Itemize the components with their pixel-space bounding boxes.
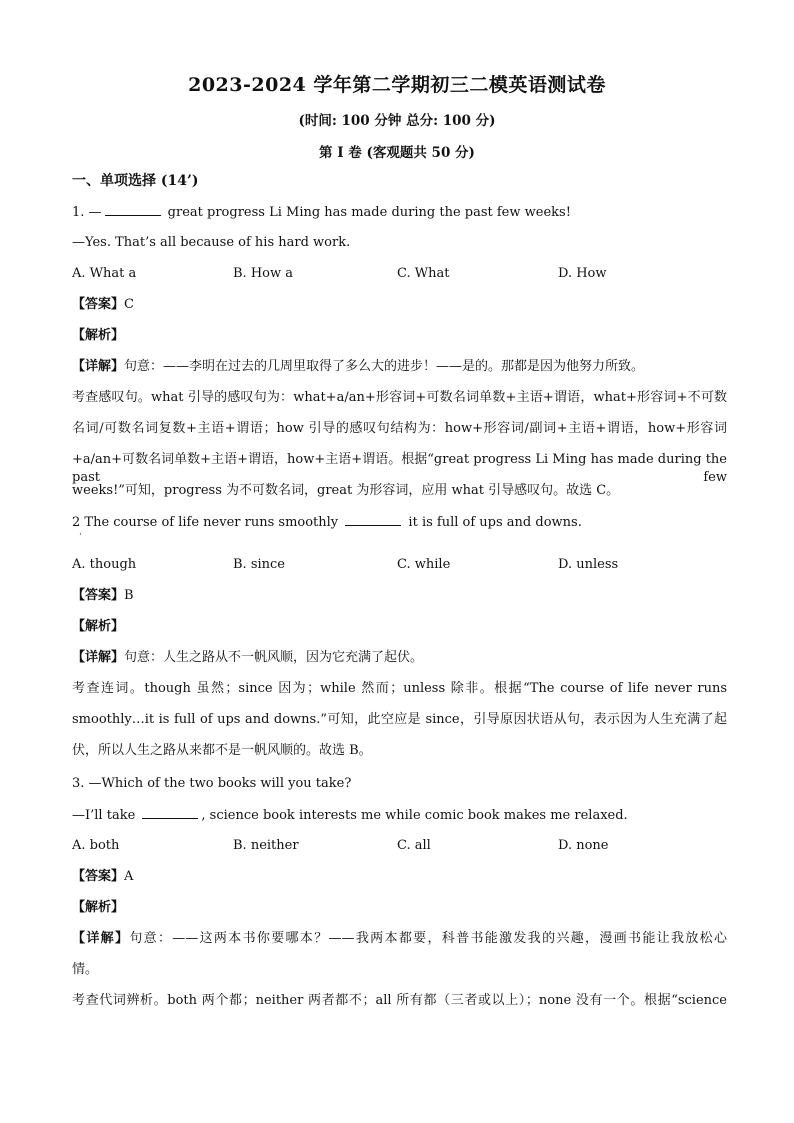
detail-label: 【详解】 [72,650,125,665]
q1-stem-pre: 1. — [72,205,102,220]
q3-answer [72,868,727,886]
q1-option-a: A. What a [72,266,137,281]
q1-option-b: B. How a [233,266,293,281]
q2-detail-text: 句意：人生之路从不一帆风顺，因为它充满了起伏。 [124,650,424,665]
q3-blank [142,806,198,819]
q2-answer [72,587,727,605]
q2-explain-2: smoothly…it is full of ups and downs.”可知，此空应是 since，引导原因状语从句，表示因为人生充满了起 [72,712,727,727]
q2-stem-pre: 2 The course of life never runs smoothly [72,515,343,530]
detail-label: 【详解】 [72,359,125,374]
analysis-label: 【解析】 [72,900,125,915]
q2-explain-3: 伏，所以人生之路从来都不是一帆风顺的。故选 B。 [72,743,372,758]
q2-option-c: C. while [397,557,451,572]
q3-analysis-label [72,899,727,917]
q1-reply: —Yes. That’s all because of his hard work. [72,235,351,250]
q2-detail [72,649,727,667]
q1-explain-3: +a/an+可数名词单数+主语+谓语，how+主语+谓语。根据“great progress Li Ming has made during the past few [72,452,727,485]
q1-detail-text: 句意：——李明在过去的几周里取得了多么大的进步！——是的。那都是因为他努力所致。 [124,359,645,374]
exam-title: 2023-2024 学年第二学期初三二模英语测试卷 [188,74,606,96]
q1-explain-1: 考查感叹句。what 引导的感叹句为：what+a/an+形容词+可数名词单数+主语+谓语，what+形容词+不可数 [72,390,727,405]
q2-option-d: D. unless [558,557,619,572]
time-info: (时间: 100 分钟 总分: 100 分) [298,113,496,129]
analysis-label: 【解析】 [72,619,125,634]
q2-blank [345,513,401,526]
q1-answer-value: C [124,297,134,312]
q2-stem [72,513,727,532]
q2-dot: · [79,530,82,540]
q3-detail [72,930,727,948]
q2-answer-value: B [124,588,134,603]
q3-reply-pre: —I’ll take [72,808,140,823]
q3-explain-1: 考查代词辨析。both 两个都；neither 两者都不；all 所有都（三者或以上）；none 没有一个。根据“science [72,993,727,1008]
q3-reply [72,806,727,825]
q1-explain-4: weeks!”可知，progress 为不可数名词，great 为形容词，应用 what 引导感叹句。故选 C。 [72,483,620,498]
answer-label: 【答案】 [72,297,125,312]
q2-analysis-label [72,618,727,636]
q1-option-c: C. What [397,266,450,281]
section-heading: 一、单项选择 (14’) [72,173,199,189]
q1-detail [72,358,727,376]
answer-label: 【答案】 [72,588,125,603]
q1-stem [72,203,727,222]
q2-explain-1: 考查连词。though 虽然；since 因为；while 然而；unless 除非。根据“The course of life never runs [72,681,727,696]
analysis-label: 【解析】 [72,328,125,343]
part-label: 第 I 卷 (客观题共 50 分) [319,145,475,161]
q3-reply-post: , science book interests me while comic book makes me relaxed. [201,808,628,823]
q1-analysis-label [72,327,727,345]
q1-option-d: D. How [558,266,607,281]
q3-option-a: A. both [72,838,120,853]
q2-option-a: A. though [72,557,137,572]
q1-explain-2: 名词/可数名词复数+主语+谓语；how 引导的感叹句结构为：how+形容词/副词+主语+谓语，how+形容词 [72,421,727,436]
q3-option-c: C. all [397,838,431,853]
q2-stem-post: it is full of ups and downs. [404,515,582,530]
answer-label: 【答案】 [72,869,125,884]
q1-stem-post: great progress Li Ming has made during the past few weeks! [163,205,571,220]
q3-answer-value: A [124,869,134,884]
q3-detail-text: 句意：——这两本书你要哪本？——我两本都要，科普书能激发我的兴趣，漫画书能让我放松心 [129,931,727,946]
q1-blank [105,203,161,216]
detail-label: 【详解】 [72,931,130,946]
q3-option-b: B. neither [233,838,299,853]
q3-stem: 3. —Which of the two books will you take? [72,776,352,791]
q3-option-d: D. none [558,838,609,853]
q3-detail-2: 情。 [72,962,99,977]
q2-option-b: B. since [233,557,285,572]
q1-answer [72,296,727,314]
